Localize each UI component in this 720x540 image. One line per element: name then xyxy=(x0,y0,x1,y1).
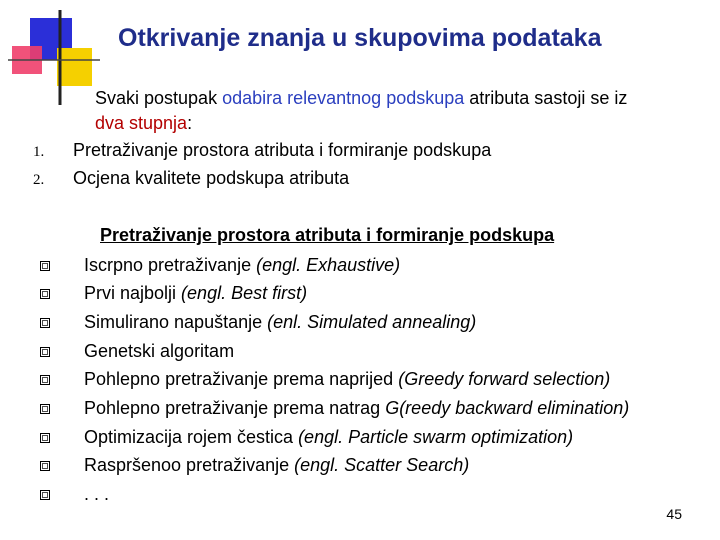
checkbox-bullet-icon xyxy=(40,433,50,443)
intro-paragraph xyxy=(95,86,695,136)
checkbox-bullet-icon xyxy=(40,404,50,414)
method-name: Prvi najbolji xyxy=(84,283,182,303)
page-number: 45 xyxy=(666,506,682,522)
list-item-text xyxy=(84,396,629,421)
step-number-1: 1. xyxy=(33,144,45,160)
list-item-text xyxy=(84,339,234,364)
checkbox-bullet-icon xyxy=(40,461,50,471)
list-item-text xyxy=(84,482,109,507)
intro-text-c: : xyxy=(187,113,193,133)
checkbox-bullet-icon xyxy=(40,375,50,385)
deco-yellow-square xyxy=(57,48,92,86)
method-name: . . . xyxy=(84,484,110,504)
intro-emphasis: dva stupnja xyxy=(95,113,188,133)
checkbox-bullet-icon xyxy=(40,347,50,357)
method-name: Simulirano napuštanje xyxy=(84,312,268,332)
step-number-2: 2. xyxy=(33,172,45,188)
list-item xyxy=(0,425,720,453)
method-name: Genetski algoritam xyxy=(84,341,235,361)
method-note: (engl. Scatter Search) xyxy=(294,455,470,475)
list-item xyxy=(0,253,720,281)
checkbox-bullet-icon xyxy=(40,318,50,328)
intro-text-a: Svaki postupak xyxy=(95,88,223,108)
checkbox-bullet-icon xyxy=(40,261,50,271)
method-note: (engl. Particle swarm optimization) xyxy=(298,427,574,447)
method-note: (engl. Best first) xyxy=(181,283,308,303)
list-item xyxy=(0,396,720,424)
list-item-text xyxy=(84,425,573,450)
checkbox-bullet-icon xyxy=(40,289,50,299)
list-item-text xyxy=(84,281,307,306)
method-name: Optimizacija rojem čestica xyxy=(84,427,299,447)
list-item xyxy=(0,367,720,395)
method-name: Iscrpno pretraživanje xyxy=(84,255,257,275)
list-item-text xyxy=(84,453,469,478)
method-note: (enl. Simulated annealing) xyxy=(267,312,477,332)
method-note: G(reedy backward elimination) xyxy=(385,398,630,418)
checkbox-bullet-icon xyxy=(40,490,50,500)
list-item xyxy=(0,482,720,510)
method-name: Pohlepno pretraživanje prema natrag xyxy=(84,398,386,418)
intro-highlight: odabira relevantnog podskupa xyxy=(222,88,465,108)
list-item xyxy=(0,310,720,338)
method-note: (Greedy forward selection) xyxy=(398,369,611,389)
step-text-1: Pretraživanje prostora atributa i formiranje podskupa xyxy=(73,140,492,160)
list-item-text xyxy=(84,367,610,392)
slide-title: Otkrivanje znanja u skupovima podataka xyxy=(118,24,602,52)
list-item-text xyxy=(84,310,476,335)
method-name: Pohlepno pretraživanje prema naprijed xyxy=(84,369,399,389)
method-note: (engl. Exhaustive) xyxy=(256,255,401,275)
step-text-2: Ocjena kvalitete podskupa atributa xyxy=(73,168,350,188)
list-item xyxy=(0,281,720,309)
list-item-text xyxy=(84,253,400,278)
section-subheading: Pretraživanje prostora atributa i formiranje podskupa xyxy=(100,225,555,245)
method-name: Raspršenoo pretraživanje xyxy=(84,455,295,475)
intro-text-b: atributa sastoji se iz xyxy=(464,88,628,108)
list-item xyxy=(0,453,720,481)
list-item xyxy=(0,339,720,367)
